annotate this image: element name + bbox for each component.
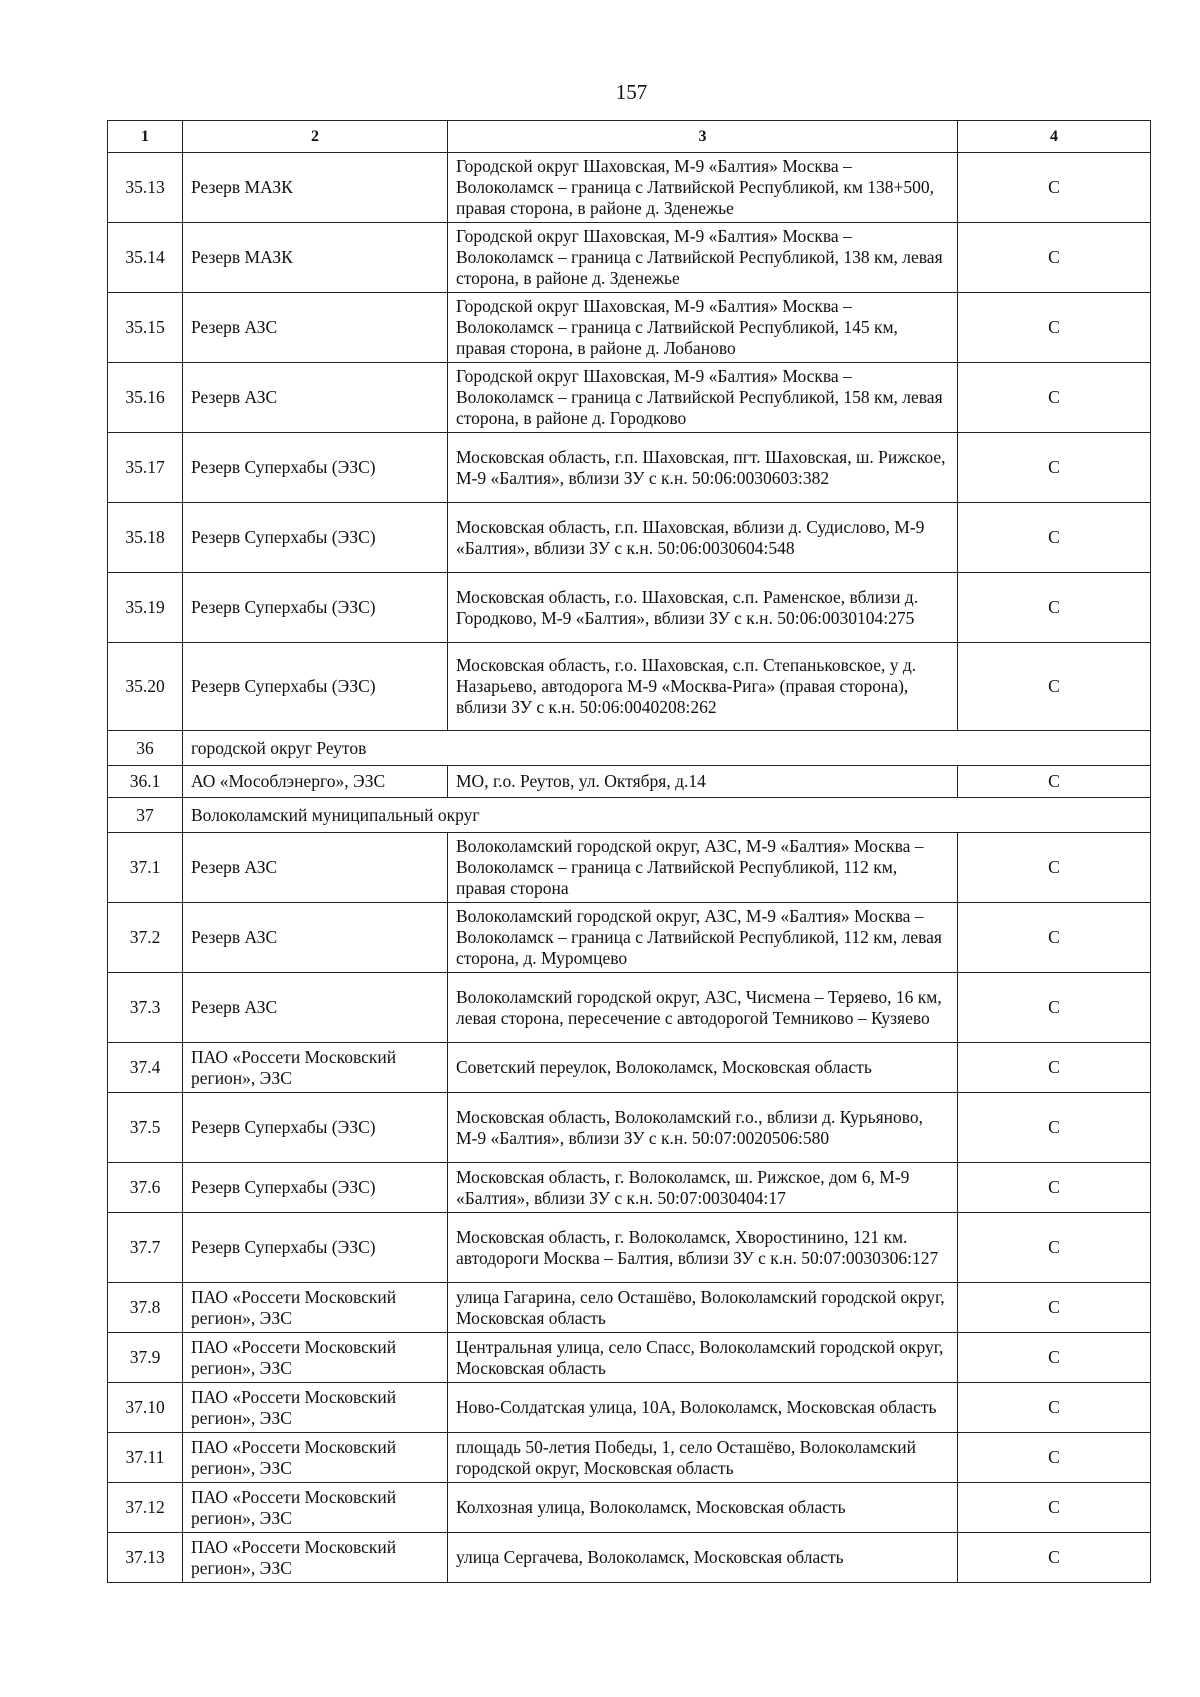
object-location: Городской округ Шаховская, М-9 «Балтия» Москва – Волоколамск – граница с Латвийской Республикой, 158 км, левая сторона, в районе д. Городково (448, 363, 958, 433)
table-row (108, 1213, 1151, 1283)
object-category: С (958, 433, 1151, 503)
object-category: С (958, 293, 1151, 363)
header-row (108, 121, 1151, 153)
row-number: 35.13 (108, 153, 183, 223)
table-row (108, 903, 1151, 973)
object-category: С (958, 643, 1151, 731)
object-location: улица Гагарина, село Осташёво, Волоколамский городской округ, Московская область (448, 1283, 958, 1333)
table-row (108, 643, 1151, 731)
object-category: С (958, 1283, 1151, 1333)
object-location: Городской округ Шаховская, М-9 «Балтия» Москва – Волоколамск – граница с Латвийской Республикой, 145 км, правая сторона, в районе д. Лобаново (448, 293, 958, 363)
object-name: ПАО «Россети Московский регион», ЭЗС (183, 1533, 448, 1583)
table-row (108, 1093, 1151, 1163)
object-category: С (958, 1093, 1151, 1163)
object-name: Резерв Суперхабы (ЭЗС) (183, 1213, 448, 1283)
row-number: 35.16 (108, 363, 183, 433)
object-location: Волоколамский городской округ, АЗС, Чисмена – Теряево, 16 км, левая сторона, пересечение с автодорогой Темниково – Кузяево (448, 973, 958, 1043)
row-number: 35.14 (108, 223, 183, 293)
row-number: 35.19 (108, 573, 183, 643)
table-row (108, 1533, 1151, 1583)
object-location: Московская область, г.о. Шаховская, с.п. Степаньковское, у д. Назарьево, автодорога М-9 «Москва-Рига» (правая сторона), вблизи ЗУ с к.н. 50:06:0040208:262 (448, 643, 958, 731)
object-name: Резерв АЗС (183, 903, 448, 973)
section-title: городской округ Реутов (183, 731, 1151, 766)
object-location: Ново-Солдатская улица, 10А, Волоколамск, Московская область (448, 1383, 958, 1433)
object-category: С (958, 833, 1151, 903)
object-name: Резерв Суперхабы (ЭЗС) (183, 573, 448, 643)
object-category: С (958, 766, 1151, 798)
object-location: Московская область, г.п. Шаховская, пгт. Шаховская, ш. Рижское, М-9 «Балтия», вблизи ЗУ с к.н. 50:06:0030603:382 (448, 433, 958, 503)
object-location: Волоколамский городской округ, АЗС, М-9 «Балтия» Москва – Волоколамск – граница с Латвийской Республикой, 112 км, правая сторона (448, 833, 958, 903)
object-name: ПАО «Россети Московский регион», ЭЗС (183, 1433, 448, 1483)
row-number: 37.11 (108, 1433, 183, 1483)
section-row (108, 731, 1151, 766)
object-name: ПАО «Россети Московский регион», ЭЗС (183, 1283, 448, 1333)
object-name: Резерв АЗС (183, 973, 448, 1043)
table-row (108, 1433, 1151, 1483)
header-col-2: 2 (183, 121, 448, 153)
row-number: 37.3 (108, 973, 183, 1043)
page-number: 157 (615, 80, 648, 104)
document-table (107, 120, 1151, 1583)
section-row (108, 798, 1151, 833)
row-number: 37.9 (108, 1333, 183, 1383)
table-row (108, 1283, 1151, 1333)
object-location: Московская область, г. Волоколамск, ш. Рижское, дом 6, М-9 «Балтия», вблизи ЗУ с к.н. 50:07:0030404:17 (448, 1163, 958, 1213)
table-row (108, 1383, 1151, 1433)
object-category: С (958, 223, 1151, 293)
section-title: Волоколамский муниципальный округ (183, 798, 1151, 833)
row-number: 37.5 (108, 1093, 183, 1163)
object-name: Резерв АЗС (183, 833, 448, 903)
table-row (108, 973, 1151, 1043)
object-name: ПАО «Россети Московский регион», ЭЗС (183, 1483, 448, 1533)
object-name: Резерв Суперхабы (ЭЗС) (183, 1163, 448, 1213)
row-number: 35.17 (108, 433, 183, 503)
table-row (108, 766, 1151, 798)
table-row (108, 153, 1151, 223)
object-location: Центральная улица, село Спасс, Волоколамский городской округ, Московская область (448, 1333, 958, 1383)
table-row (108, 293, 1151, 363)
object-name: Резерв АЗС (183, 293, 448, 363)
object-name: ПАО «Россети Московский регион», ЭЗС (183, 1383, 448, 1433)
object-category: С (958, 1333, 1151, 1383)
header-col-4: 4 (958, 121, 1151, 153)
object-name: Резерв Суперхабы (ЭЗС) (183, 643, 448, 731)
object-location: Московская область, Волоколамский г.о., вблизи д. Курьяново, М-9 «Балтия», вблизи ЗУ с к.н. 50:07:0020506:580 (448, 1093, 958, 1163)
object-category: С (958, 903, 1151, 973)
object-name: Резерв Суперхабы (ЭЗС) (183, 433, 448, 503)
row-number: 37.4 (108, 1043, 183, 1093)
table-row (108, 503, 1151, 573)
row-number: 35.18 (108, 503, 183, 573)
object-category: С (958, 153, 1151, 223)
object-category: С (958, 1043, 1151, 1093)
row-number: 37.13 (108, 1533, 183, 1583)
object-location: Московская область, г. Волоколамск, Хворостинино, 121 км. автодороги Москва – Балтия, вблизи ЗУ с к.н. 50:07:0030306:127 (448, 1213, 958, 1283)
row-number: 37.8 (108, 1283, 183, 1333)
table-row (108, 223, 1151, 293)
row-number: 35.15 (108, 293, 183, 363)
object-name: Резерв Суперхабы (ЭЗС) (183, 1093, 448, 1163)
object-location: Городской округ Шаховская, М-9 «Балтия» Москва – Волоколамск – граница с Латвийской Республикой, 138 км, левая сторона, в районе д. Зденежье (448, 223, 958, 293)
row-number: 37.6 (108, 1163, 183, 1213)
table-row (108, 1483, 1151, 1533)
section-number: 37 (108, 798, 183, 833)
object-location: Московская область, г.о. Шаховская, с.п. Раменское, вблизи д. Городково, М-9 «Балтия», вблизи ЗУ с к.н. 50:06:0030104:275 (448, 573, 958, 643)
object-location: Московская область, г.п. Шаховская, вблизи д. Судислово, М-9 «Балтия», вблизи ЗУ с к.н. 50:06:0030604:548 (448, 503, 958, 573)
object-category: С (958, 1483, 1151, 1533)
object-location: Городской округ Шаховская, М-9 «Балтия» Москва – Волоколамск – граница с Латвийской Республикой, км 138+500, правая сторона, в районе д. Зденежье (448, 153, 958, 223)
object-location: Советский переулок, Волоколамск, Московская область (448, 1043, 958, 1093)
object-location: улица Сергачева, Волоколамск, Московская область (448, 1533, 958, 1583)
row-number: 35.20 (108, 643, 183, 731)
object-category: С (958, 1433, 1151, 1483)
object-name: Резерв Суперхабы (ЭЗС) (183, 503, 448, 573)
object-location: Колхозная улица, Волоколамск, Московская область (448, 1483, 958, 1533)
table-row (108, 573, 1151, 643)
object-category: С (958, 1533, 1151, 1583)
object-name: Резерв АЗС (183, 363, 448, 433)
object-category: С (958, 1383, 1151, 1433)
row-number: 37.2 (108, 903, 183, 973)
object-location: Волоколамский городской округ, АЗС, М-9 «Балтия» Москва – Волоколамск – граница с Латвийской Республикой, 112 км, левая сторона, д. Муромцево (448, 903, 958, 973)
header-col-3: 3 (448, 121, 958, 153)
row-number: 37.12 (108, 1483, 183, 1533)
object-category: С (958, 1163, 1151, 1213)
table-row (108, 1163, 1151, 1213)
row-number: 37.7 (108, 1213, 183, 1283)
table-row (108, 1043, 1151, 1093)
table-row (108, 363, 1151, 433)
table-body (108, 153, 1151, 1583)
object-category: С (958, 973, 1151, 1043)
object-name: АО «Мособлэнерго», ЭЗС (183, 766, 448, 798)
row-number: 37.10 (108, 1383, 183, 1433)
object-category: С (958, 363, 1151, 433)
header-col-1: 1 (108, 121, 183, 153)
object-name: ПАО «Россети Московский регион», ЭЗС (183, 1333, 448, 1383)
object-location: площадь 50-летия Победы, 1, село Осташёво, Волоколамский городской округ, Московская область (448, 1433, 958, 1483)
object-category: С (958, 1213, 1151, 1283)
row-number: 37.1 (108, 833, 183, 903)
table-row (108, 1333, 1151, 1383)
object-name: Резерв МАЗК (183, 223, 448, 293)
object-category: С (958, 503, 1151, 573)
object-name: Резерв МАЗК (183, 153, 448, 223)
row-number: 36.1 (108, 766, 183, 798)
object-category: С (958, 573, 1151, 643)
table-row (108, 833, 1151, 903)
object-name: ПАО «Россети Московский регион», ЭЗС (183, 1043, 448, 1093)
section-number: 36 (108, 731, 183, 766)
table-row (108, 433, 1151, 503)
object-location: МО, г.о. Реутов, ул. Октября, д.14 (448, 766, 958, 798)
